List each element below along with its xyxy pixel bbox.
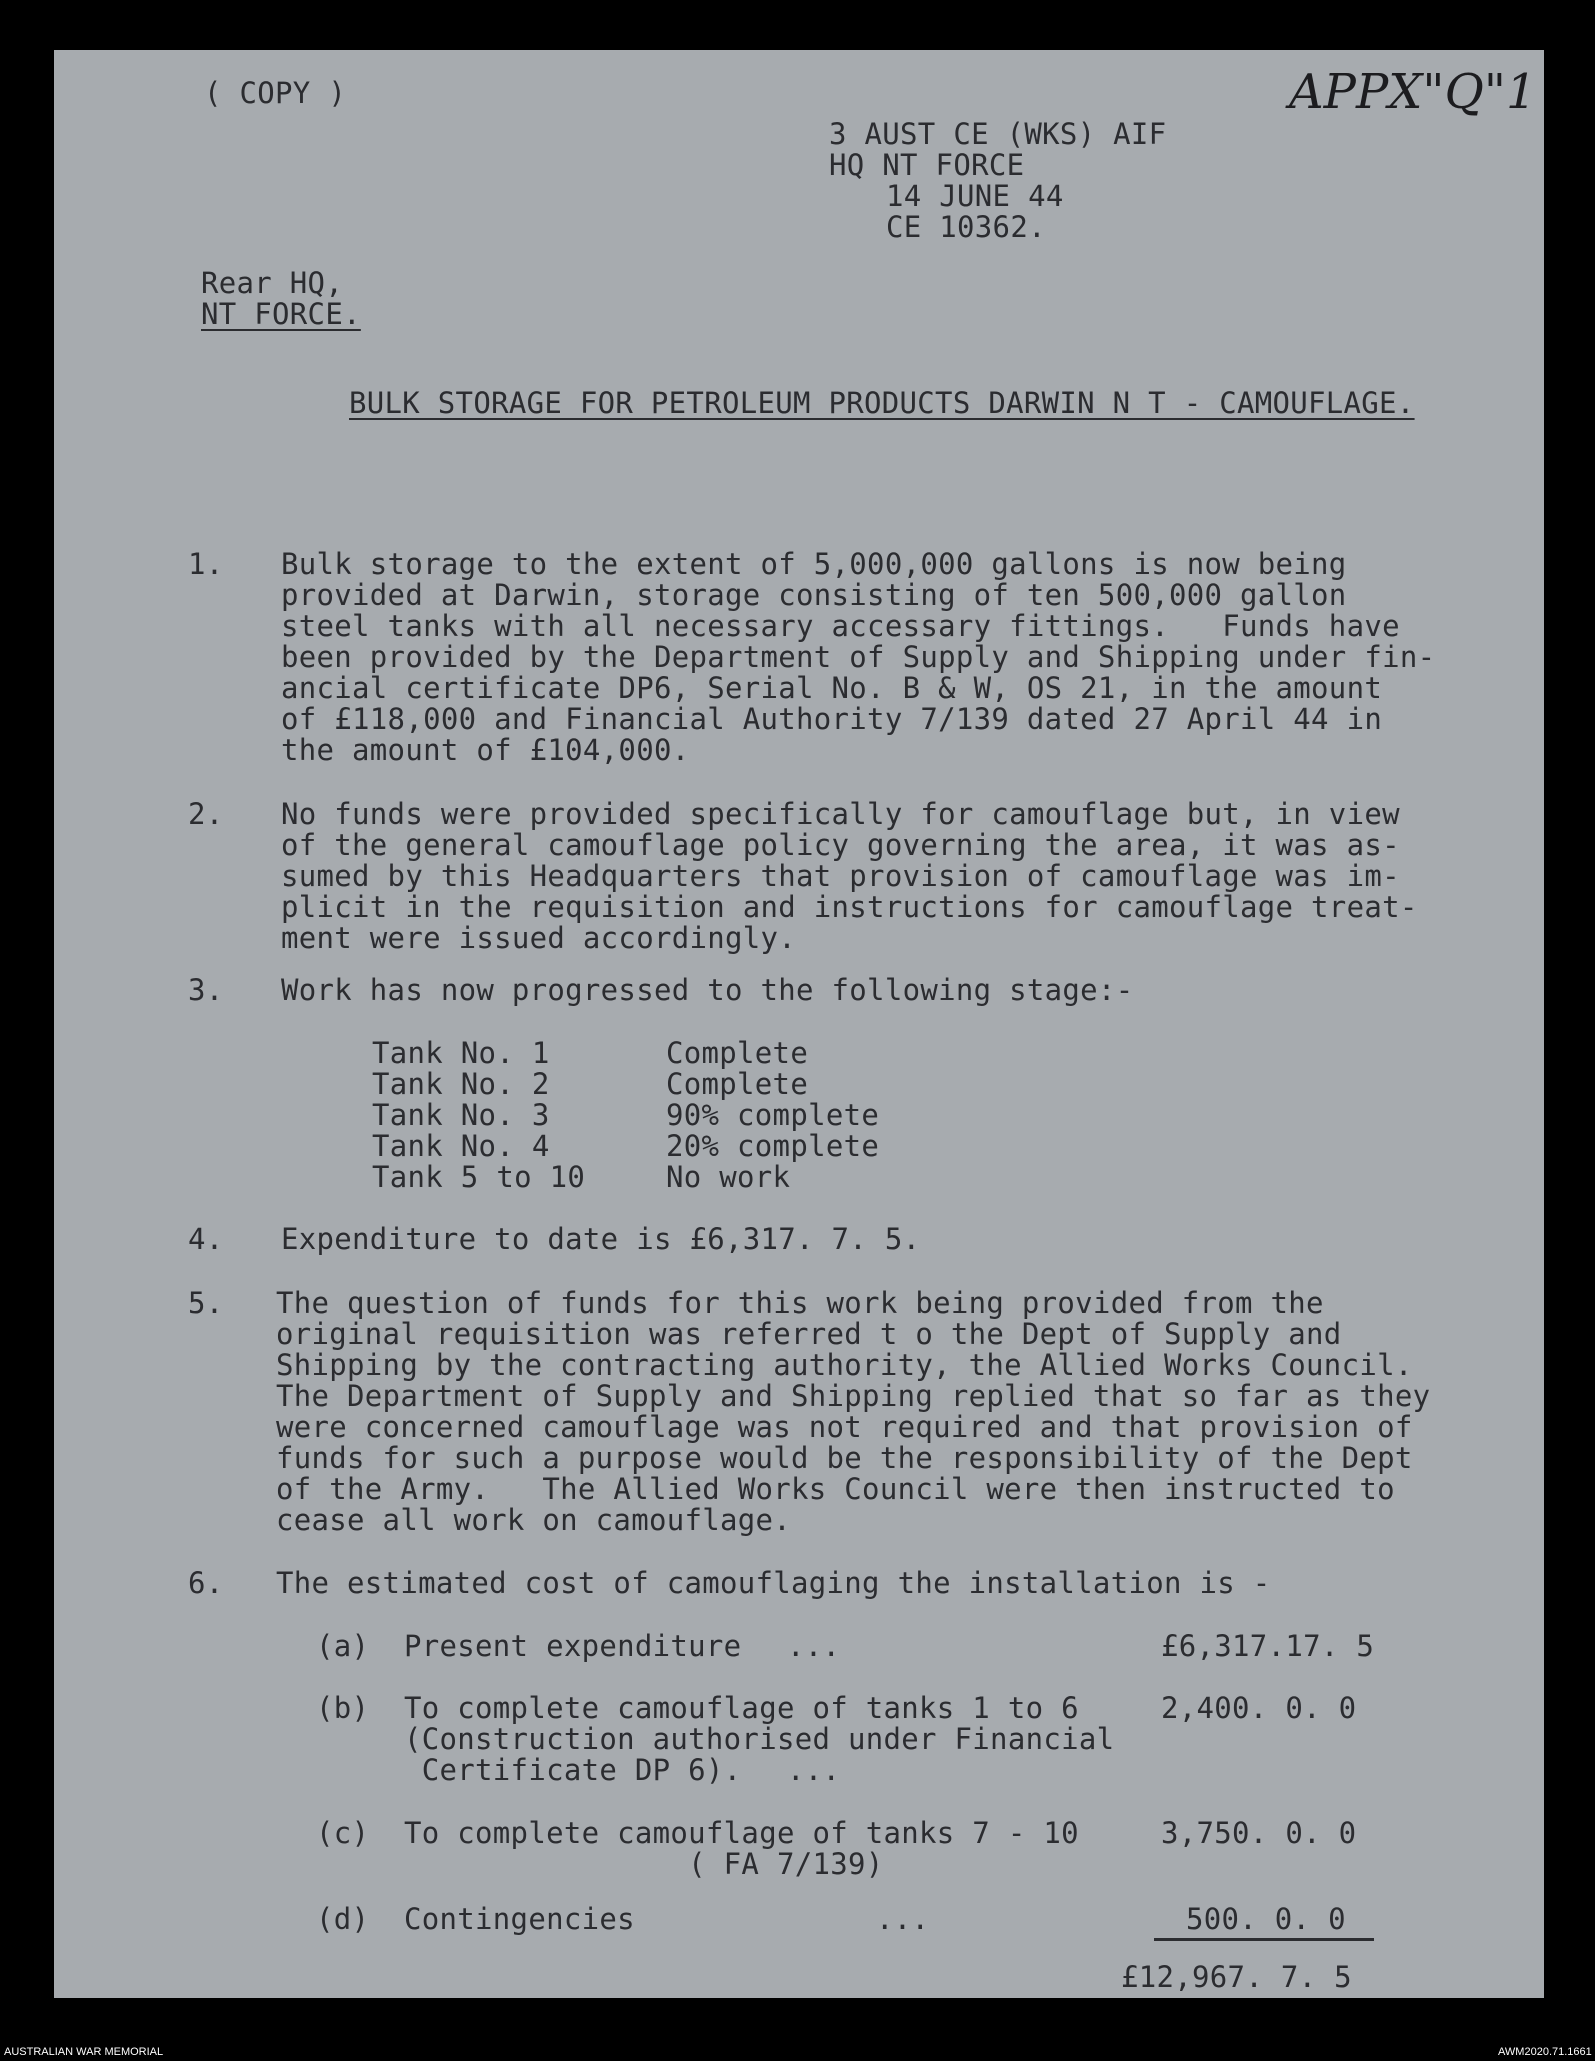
paragraph-line: sumed by this Headquarters that provision of camouflage was im- [281, 859, 1400, 893]
paragraph-number: 6. [188, 1566, 224, 1600]
paragraph-line: of £118,000 and Financial Authority 7/139 dated 27 April 44 in [281, 702, 1383, 736]
paragraph-number: 5. [188, 1286, 224, 1320]
cost-item-description: Present expenditure [404, 1629, 742, 1663]
paragraph-line: of the Army. The Allied Works Council were then instructed to [276, 1472, 1395, 1506]
cost-item-amount: 2,400. 0. 0 [1161, 1691, 1357, 1725]
recipient-line-2: NT FORCE. [201, 297, 361, 331]
cost-item-label: (b) [316, 1691, 370, 1725]
cost-item-label: (a) [316, 1629, 370, 1663]
cost-item-description: ( FA 7/139) [404, 1847, 884, 1881]
recipient-line-1: Rear HQ, [201, 266, 344, 300]
tank-name: Tank 5 to 10 [372, 1160, 586, 1194]
cost-item-description: To complete camouflage of tanks 7 - 10 [404, 1816, 1079, 1850]
cost-item-leader: ... [876, 1902, 930, 1936]
sender-unit: 3 AUST CE (WKS) AIF [829, 117, 1167, 151]
paragraph-line: original requisition was referred t o the Dept of Supply and [276, 1317, 1342, 1351]
paragraph-number: 1. [188, 547, 224, 581]
cost-total: £12,967. 7. 5 [1121, 1960, 1352, 1994]
tank-name: Tank No. 1 [372, 1036, 550, 1070]
memo-title: BULK STORAGE FOR PETROLEUM PRODUCTS DARWIN N T - CAMOUFLAGE. [349, 386, 1415, 420]
paragraph-line: been provided by the Department of Supply and Shipping under fin- [281, 640, 1436, 674]
tank-name: Tank No. 3 [372, 1098, 550, 1132]
paragraph-line: ancial certificate DP6, Serial No. B & W, OS 21, in the amount [281, 671, 1383, 705]
tank-status: Complete [666, 1036, 809, 1070]
tank-status: 20% complete [666, 1129, 880, 1163]
footer-catalogue-number: AWM2020.71.1661 [1498, 2046, 1592, 2058]
cost-item-amount: £6,317.17. 5 [1161, 1629, 1375, 1663]
paragraph-line: were concerned camouflage was not required and that provision of [276, 1410, 1413, 1444]
document-page [54, 50, 1544, 1998]
paragraph-line: The question of funds for this work being provided from the [276, 1286, 1324, 1320]
paragraph-line: No funds were provided specifically for camouflage but, in view [281, 797, 1400, 831]
cost-item-label: (c) [316, 1816, 370, 1850]
paragraph-line: funds for such a purpose would be the responsibility of the Dept [276, 1441, 1413, 1475]
cost-item-description: To complete camouflage of tanks 1 to 6 [404, 1691, 1079, 1725]
cost-item-description: Contingencies [404, 1902, 635, 1936]
cost-item-amount: 3,750. 0. 0 [1161, 1816, 1357, 1850]
paragraph-number: 3. [188, 973, 224, 1007]
total-rule [1154, 1938, 1374, 1941]
paragraph-line: cease all work on camouflage. [276, 1503, 792, 1537]
paragraph-line: Bulk storage to the extent of 5,000,000 gallons is now being [281, 547, 1347, 581]
copy-mark: ( COPY ) [204, 76, 347, 110]
paragraph-line: provided at Darwin, storage consisting of ten 500,000 gallon [281, 578, 1347, 612]
paragraph-line: The estimated cost of camouflaging the installation is - [276, 1566, 1271, 1600]
tank-status: Complete [666, 1067, 809, 1101]
paragraph-line: the amount of £104,000. [281, 733, 690, 767]
paragraph-number: 2. [188, 797, 224, 831]
tank-name: Tank No. 4 [372, 1129, 550, 1163]
sender-reference: CE 10362. [886, 210, 1046, 244]
cost-item-leader: ... [787, 1753, 841, 1787]
tank-status: 90% complete [666, 1098, 880, 1132]
paragraph-line: of the general camouflage policy governing the area, it was as- [281, 828, 1400, 862]
cost-item-description: Certificate DP 6). [404, 1753, 742, 1787]
cost-item-leader: ... [787, 1629, 841, 1663]
paragraph-line: Shipping by the contracting authority, the Allied Works Council. [276, 1348, 1413, 1382]
paragraph-line: steel tanks with all necessary accessary fittings. Funds have [281, 609, 1400, 643]
tank-status: No work [666, 1160, 791, 1194]
paragraph-line: plicit in the requisition and instructions for camouflage treat- [281, 890, 1418, 924]
tank-name: Tank No. 2 [372, 1067, 550, 1101]
sender-date: 14 JUNE 44 [886, 179, 1064, 213]
paragraph-line: Expenditure to date is £6,317. 7. 5. [281, 1222, 921, 1256]
paragraph-line: Work has now progressed to the following stage:- [281, 973, 1134, 1007]
paragraph-line: The Department of Supply and Shipping replied that so far as they [276, 1379, 1431, 1413]
cost-item-amount: 500. 0. 0 [1186, 1902, 1346, 1936]
paragraph-line: ment were issued accordingly. [281, 921, 797, 955]
paragraph-number: 4. [188, 1222, 224, 1256]
sender-hq: HQ NT FORCE [829, 148, 1025, 182]
handwritten-appendix-note: APPX"Q"1 [1289, 64, 1537, 120]
cost-item-label: (d) [316, 1902, 370, 1936]
footer-institution: AUSTRALIAN WAR MEMORIAL [4, 2046, 164, 2058]
cost-item-description: (Construction authorised under Financial [404, 1722, 1115, 1756]
